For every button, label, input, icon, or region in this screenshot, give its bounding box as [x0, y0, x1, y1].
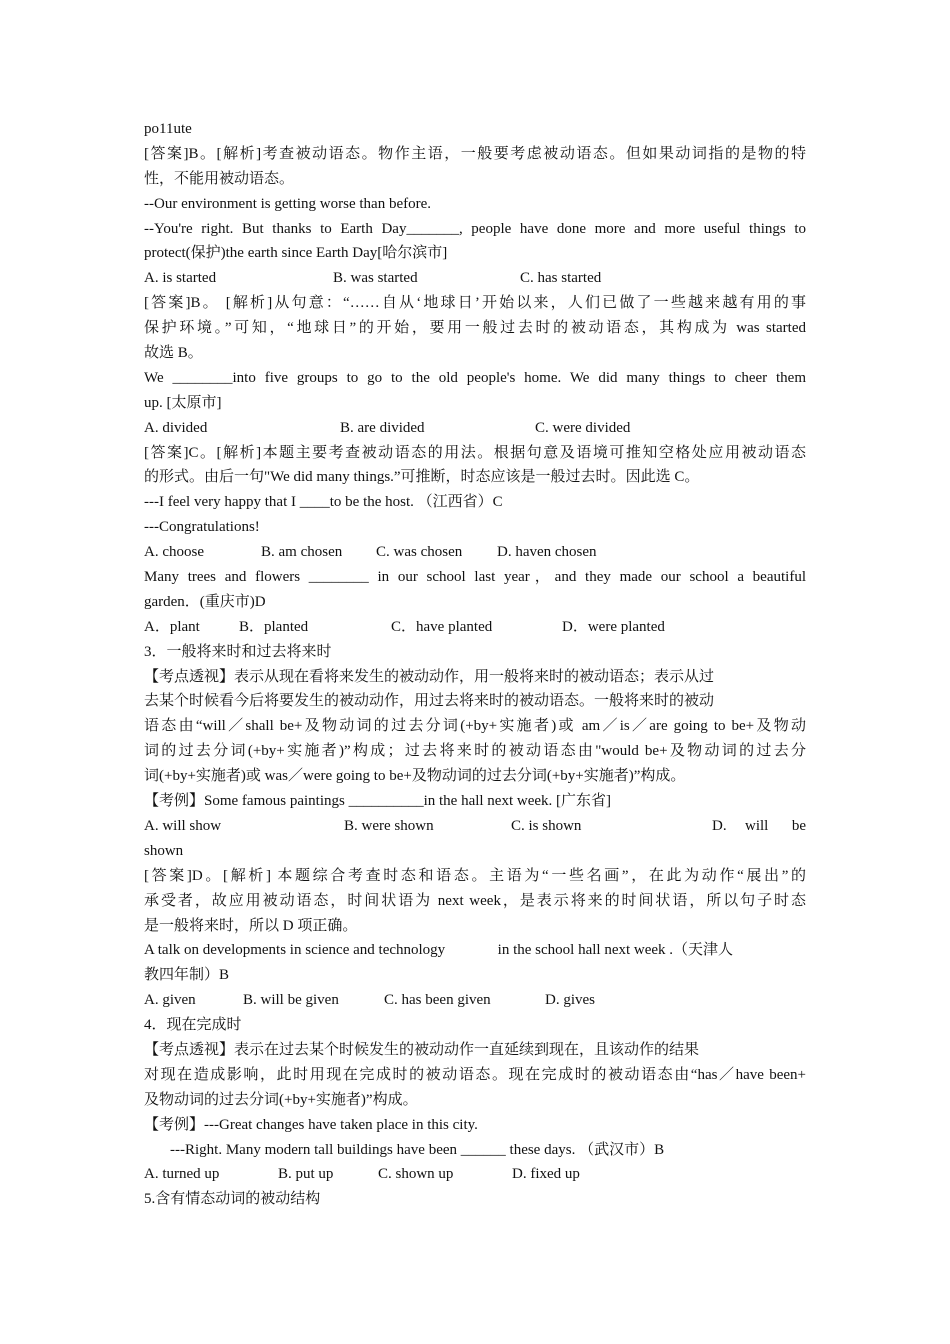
- question-line: 教四年制）B: [144, 967, 230, 984]
- option: D. fixed up: [512, 1166, 580, 1183]
- answer-line: 是一般将来时，所以 D 项正确。: [144, 917, 358, 934]
- question-line: ---I feel very happy that I ____to be the host. （江西省）C: [144, 494, 503, 511]
- option: C. was chosen: [376, 544, 463, 561]
- option: B. will be given: [243, 992, 339, 1009]
- example-line: 【考例】---Great changes have taken place in this city.: [144, 1116, 478, 1133]
- option: D.: [712, 817, 727, 834]
- body-line: 去某个时候看今后将要发生的被动动作，用过去将来时的被动语态。一般将来时的被动: [144, 693, 715, 710]
- question-line: We ________into five groups to go to the old people's home. We did many things to cheer them: [144, 369, 806, 386]
- option: will: [745, 817, 769, 834]
- option-row: [144, 1162, 806, 1187]
- question-line: Many trees and flowers ________ in our school last year，and they made our school a beautiful: [144, 569, 806, 586]
- option-continuation: shown: [144, 842, 184, 859]
- option-row: [144, 416, 806, 441]
- option: B. are divided: [340, 419, 425, 436]
- section-heading: 4．现在完成时: [144, 1017, 242, 1034]
- question-line: up. [太原市]: [144, 394, 222, 411]
- body-line: 词(+by+实施者)或 was／were going to be+及物动词的过去分词(+by+实施者)”构成。: [144, 768, 686, 785]
- question-line: protect(保护)the earth since Earth Day[哈尔滨市]: [144, 245, 448, 262]
- example-line: 【考例】Some famous paintings __________in the hall next week. [广东省]: [144, 793, 612, 810]
- body-line: 对现在造成影响，此时用现在完成时的被动语态。现在完成时的被动语态由“has／have been+: [144, 1066, 806, 1083]
- option-row: [144, 266, 806, 291]
- option: D. gives: [545, 992, 595, 1009]
- answer-line: [答案]C。[解析]本题主要考查被动语态的用法。根据句意及语境可推知空格处应用被动语态: [144, 444, 806, 461]
- body-line: 词的过去分词(+by+实施者)”构成；过去将来时的被动语态由"would be+及物动词的过去分: [144, 743, 806, 760]
- option: A. divided: [144, 419, 208, 436]
- answer-line: [答案]B。 [解析]从句意：“……自从‘地球日’开始以来，人们已做了一些越来越有用的事: [144, 295, 806, 312]
- option-row: [144, 814, 806, 839]
- answer-line: 的形式。由后一句"We did many things.”可推断，时态应该是一般过去时。因此选 C。: [144, 469, 700, 486]
- question-line: --Our environment is getting worse than before.: [144, 195, 431, 212]
- question-line: ---Congratulations!: [144, 519, 260, 536]
- option-row: [144, 988, 806, 1013]
- body-line: 【考点透视】表示在过去某个时候发生的被动动作一直延续到现在，且该动作的结果: [144, 1041, 700, 1058]
- option: A．plant: [144, 618, 200, 635]
- option: C. has been given: [384, 992, 491, 1009]
- option-row: [144, 540, 806, 565]
- body-line: 【考点透视】表示从现在看将来发生的被动动作，用一般将来时的被动语态；表示从过: [144, 668, 715, 685]
- example-line: ---Right. Many modern tall buildings have been ______ these days. （武汉市）B: [170, 1141, 665, 1158]
- option: C. shown up: [378, 1166, 454, 1183]
- text-line: po11ute: [144, 121, 192, 137]
- option: A. turned up: [144, 1166, 220, 1183]
- option: C. has started: [520, 270, 602, 287]
- option: A. will show: [144, 817, 222, 834]
- body-line: 及物动词的过去分词(+by+实施者)”构成。: [144, 1091, 418, 1108]
- option: B．planted: [239, 618, 309, 635]
- option-row: [144, 615, 806, 640]
- body-line: 语态由“will／shall be+及物动词的过去分词(+by+实施者)或 am／is／are going to be+及物动: [144, 718, 806, 735]
- answer-line: 承受者，故应用被动语态，时间状语为 next week，是表示将来的时间状语，所以句子时态: [144, 892, 806, 909]
- answer-line: 保护环境。”可知，“地球日”的开始，要用一般过去时的被动语态，其构成为 was started: [144, 320, 806, 337]
- question-line: --You're right. But thanks to Earth Day_______, people have done more and more useful things to: [144, 220, 806, 237]
- option: A. choose: [144, 544, 204, 561]
- option: be: [791, 817, 806, 834]
- option: A. given: [144, 992, 196, 1009]
- question-line: A talk on developments in science and technology in the school hall next week .（天津人: [144, 942, 734, 959]
- option: B. were shown: [344, 817, 434, 834]
- answer-line: [答案]B。[解析]考查被动语态。物作主语，一般要考虑被动语态。但如果动词指的是物的特: [144, 145, 806, 162]
- section-heading: 5.含有情态动词的被动结构: [144, 1191, 321, 1208]
- option: C. were divided: [535, 419, 631, 436]
- option: D．were planted: [562, 618, 665, 635]
- option: B. was started: [333, 270, 418, 287]
- document-page: [144, 117, 806, 1212]
- option: D. haven chosen: [497, 544, 597, 561]
- answer-line: 故选 B。: [144, 345, 203, 362]
- answer-line: [答案]D。[解析] 本题综合考查时态和语态。主语为“一些名画”，在此为动作“展出”的: [144, 867, 806, 884]
- option: A. is started: [144, 270, 217, 287]
- section-heading: 3．一般将来时和过去将来时: [144, 643, 332, 660]
- answer-line: 性，不能用被动语态。: [144, 170, 295, 187]
- question-line: garden．(重庆市)D: [144, 593, 266, 610]
- option: B. put up: [278, 1166, 334, 1183]
- option: C. is shown: [511, 817, 582, 834]
- option: B. am chosen: [261, 544, 343, 561]
- option: C．have planted: [391, 618, 493, 635]
